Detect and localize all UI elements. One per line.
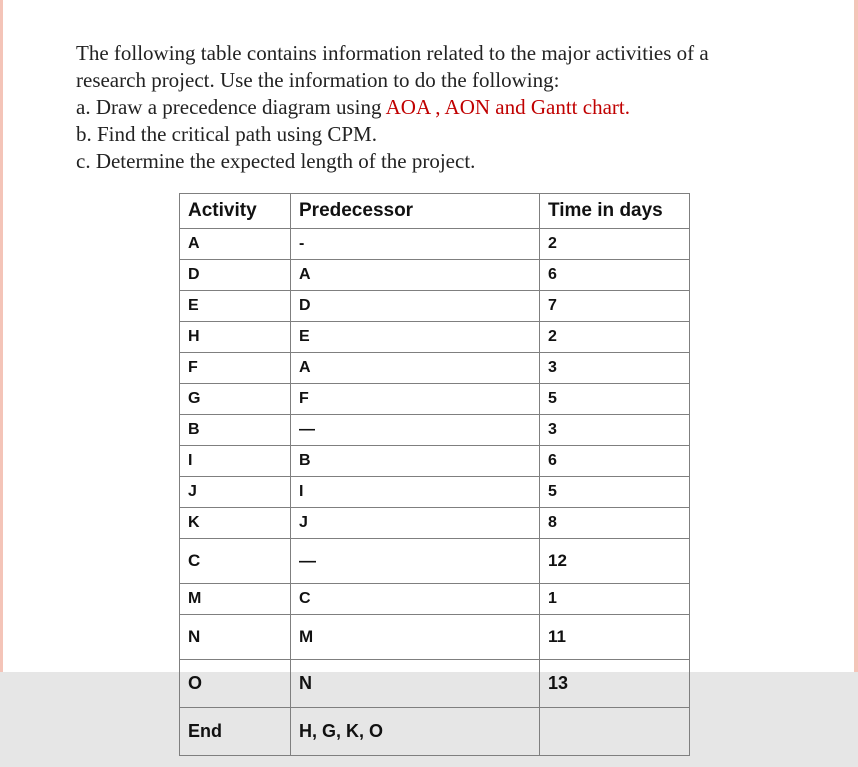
- item-a-text: a. Draw a precedence diagram using: [76, 95, 386, 119]
- table-row: [180, 708, 690, 756]
- table-row: [180, 539, 690, 584]
- predecessor-cell: J: [291, 508, 540, 539]
- table-row: [180, 508, 690, 539]
- table-row: [180, 229, 690, 260]
- predecessor-cell: N: [291, 660, 540, 708]
- time-cell: 3: [540, 353, 690, 384]
- predecessor-cell: A: [291, 260, 540, 291]
- predecessor-cell: E: [291, 322, 540, 353]
- time-cell: 3: [540, 415, 690, 446]
- activity-cell: N: [180, 615, 291, 660]
- predecessor-cell: C: [291, 584, 540, 615]
- activity-cell: D: [180, 260, 291, 291]
- activity-table: [179, 193, 690, 756]
- header-predecessor: Predecessor: [291, 194, 540, 229]
- time-cell: 13: [540, 660, 690, 708]
- time-cell: 11: [540, 615, 690, 660]
- predecessor-cell: B: [291, 446, 540, 477]
- time-cell: 5: [540, 477, 690, 508]
- time-cell: [540, 708, 690, 756]
- time-cell: 6: [540, 446, 690, 477]
- intro-line-1: The following table contains information related to the major activities of a: [76, 41, 709, 65]
- time-cell: 1: [540, 584, 690, 615]
- item-a: [76, 94, 836, 121]
- time-cell: 12: [540, 539, 690, 584]
- predecessor-cell: —: [291, 415, 540, 446]
- intro-line-2: research project. Use the information to do the following:: [76, 68, 560, 92]
- table-row: [180, 260, 690, 291]
- table-header-row: [180, 194, 690, 229]
- left-edge-strip: [0, 0, 3, 672]
- activity-cell: G: [180, 384, 291, 415]
- table-row: [180, 584, 690, 615]
- table-row: [180, 322, 690, 353]
- predecessor-cell: H, G, K, O: [291, 708, 540, 756]
- activity-cell: H: [180, 322, 291, 353]
- question-text: [76, 40, 836, 175]
- predecessor-cell: —: [291, 539, 540, 584]
- activity-cell: M: [180, 584, 291, 615]
- time-cell: 2: [540, 322, 690, 353]
- activity-cell: O: [180, 660, 291, 708]
- predecessor-cell: M: [291, 615, 540, 660]
- table-row: [180, 477, 690, 508]
- predecessor-cell: I: [291, 477, 540, 508]
- activity-cell: J: [180, 477, 291, 508]
- table-row: [180, 615, 690, 660]
- table-row: [180, 446, 690, 477]
- table-row: [180, 353, 690, 384]
- activity-cell: A: [180, 229, 291, 260]
- activity-cell: End: [180, 708, 291, 756]
- time-cell: 5: [540, 384, 690, 415]
- table-row: [180, 415, 690, 446]
- activity-cell: E: [180, 291, 291, 322]
- predecessor-cell: D: [291, 291, 540, 322]
- time-cell: 8: [540, 508, 690, 539]
- activity-cell: B: [180, 415, 291, 446]
- predecessor-cell: A: [291, 353, 540, 384]
- header-time: Time in days: [540, 194, 690, 229]
- table-row: [180, 384, 690, 415]
- activity-cell: K: [180, 508, 291, 539]
- time-cell: 2: [540, 229, 690, 260]
- activity-cell: F: [180, 353, 291, 384]
- activity-cell: I: [180, 446, 291, 477]
- item-c: c. Determine the expected length of the project.: [76, 149, 476, 173]
- predecessor-cell: F: [291, 384, 540, 415]
- item-a-highlight: AOA , AON and Gantt chart.: [385, 95, 630, 119]
- table-row: [180, 291, 690, 322]
- table-row: [180, 660, 690, 708]
- item-b: b. Find the critical path using CPM.: [76, 122, 377, 146]
- right-edge-strip: [854, 0, 858, 672]
- activity-cell: C: [180, 539, 291, 584]
- time-cell: 7: [540, 291, 690, 322]
- predecessor-cell: -: [291, 229, 540, 260]
- header-activity: Activity: [180, 194, 291, 229]
- time-cell: 6: [540, 260, 690, 291]
